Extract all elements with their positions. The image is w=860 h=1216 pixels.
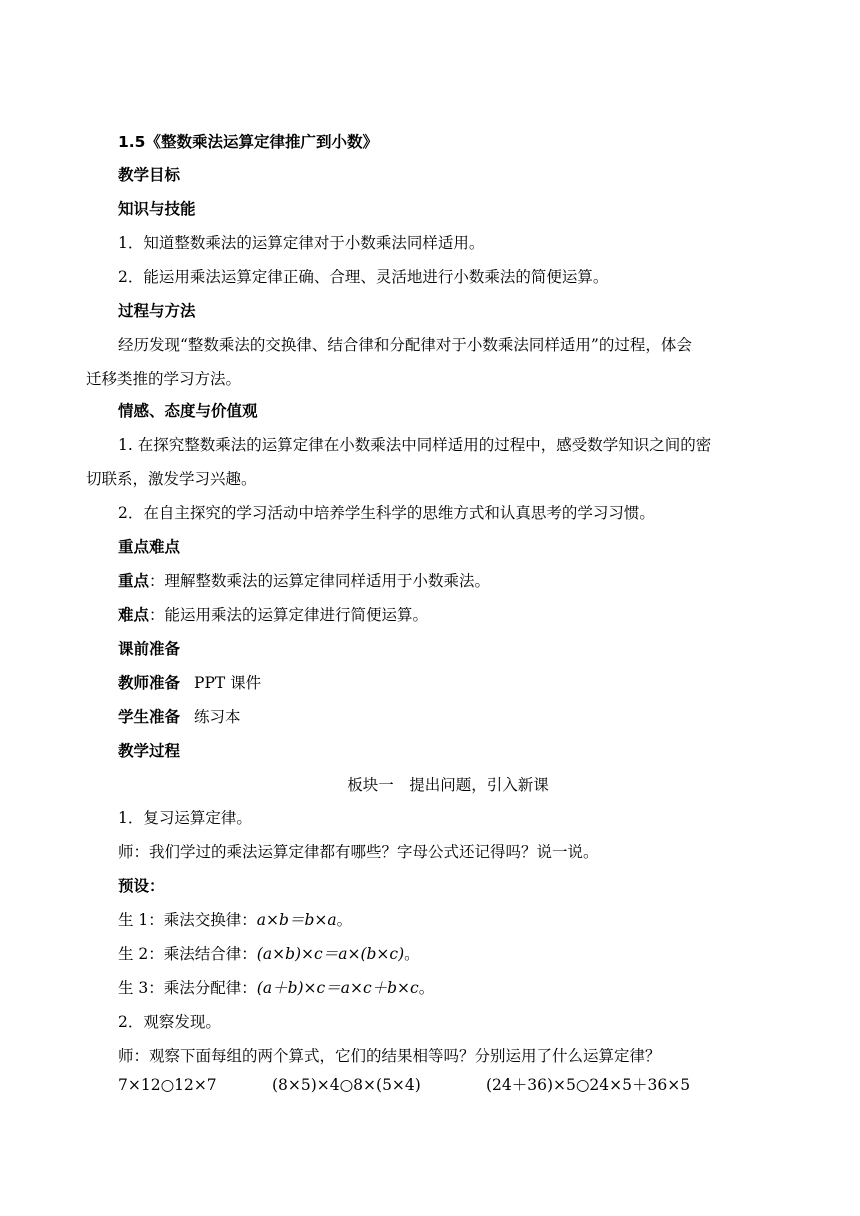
step-2: 2．观察发现。 bbox=[118, 1013, 221, 1031]
teacher-question-1: 师：我们学过的乘法运算定律都有哪些？字母公式还记得吗？说一说。 bbox=[118, 843, 599, 861]
student-2-suffix: 。 bbox=[404, 945, 420, 963]
emotion-item-1-line-1: 1. 在探究整数乘法的运算定律在小数乘法中同样适用的过程中，感受数学知识之间的密 bbox=[118, 436, 712, 454]
student-2-prefix: 生 2：乘法结合律： bbox=[118, 945, 257, 963]
knowledge-item-2: 2．能运用乘法运算定律正确、合理、灵活地进行小数乘法的简便运算。 bbox=[118, 268, 609, 286]
teacher-question-2: 师：观察下面每组的两个算式，它们的结果相等吗？分别运用了什么运算定律？ bbox=[118, 1047, 661, 1065]
student-3-suffix: 。 bbox=[418, 979, 435, 997]
difficulty-label: 难点 bbox=[118, 606, 150, 624]
expression-2: (8×5)×4○8×(5×4) bbox=[272, 1076, 421, 1094]
title-text: 1.5《整数乘法运算定律推广到小数》 bbox=[118, 133, 378, 151]
knowledge-item-1: 1．知道整数乘法的运算定律对于小数乘法同样适用。 bbox=[118, 234, 485, 252]
student-1-prefix: 生 1：乘法交换律： bbox=[118, 911, 257, 929]
heading-goals: 教学目标 bbox=[118, 166, 181, 184]
teacher-preparation bbox=[118, 668, 778, 698]
heading-process: 过程与方法 bbox=[118, 302, 196, 320]
distributive-formula: (a＋b)×c＝a×c＋b×c bbox=[256, 979, 419, 997]
teacher-prep-text: PPT 课件 bbox=[194, 674, 262, 692]
emotion-item-2: 2．在自主探究的学习活动中培养学生科学的思维方式和认真思考的学习习惯。 bbox=[118, 504, 655, 522]
process-text-line-1: 经历发现“整数乘法的交换律、结合律和分配律对于小数乘法同样适用”的过程，体会 bbox=[118, 336, 692, 354]
student-1-suffix: 。 bbox=[336, 911, 353, 929]
preset-label: 预设： bbox=[118, 877, 165, 895]
student-answer-1 bbox=[118, 905, 778, 935]
associative-formula: (a×b)×c＝a×(b×c) bbox=[256, 945, 405, 963]
commutative-formula: a×b＝b×a bbox=[256, 911, 337, 929]
heading-procedure: 教学过程 bbox=[118, 742, 181, 760]
student-prep-label: 学生准备 bbox=[118, 708, 181, 726]
key-text: ：理解整数乘法的运算定律同样适用于小数乘法。 bbox=[149, 572, 491, 590]
document-title bbox=[118, 127, 778, 157]
student-prep-text: 练习本 bbox=[194, 708, 241, 726]
heading-key-difficulty: 重点难点 bbox=[118, 538, 181, 556]
difficulty-text: ：能运用乘法的运算定律进行简便运算。 bbox=[149, 606, 429, 624]
student-answer-3 bbox=[118, 973, 778, 1003]
step-1: 1．复习运算定律。 bbox=[118, 809, 252, 827]
heading-emotion: 情感、态度与价值观 bbox=[118, 402, 258, 420]
student-answer-2 bbox=[118, 939, 778, 969]
student-3-prefix: 生 3：乘法分配律： bbox=[118, 979, 257, 997]
key-point bbox=[118, 566, 778, 596]
teacher-prep-label: 教师准备 bbox=[118, 674, 181, 692]
key-label: 重点 bbox=[118, 572, 150, 590]
student-preparation bbox=[118, 702, 778, 732]
expression-3: (24＋36)×5○24×5＋36×5 bbox=[486, 1076, 691, 1094]
expression-1: 7×12○12×7 bbox=[118, 1076, 217, 1094]
emotion-item-1-line-2: 切联系，激发学习兴趣。 bbox=[86, 470, 257, 488]
section-heading-1: 板块一 提出问题，引入新课 bbox=[347, 776, 549, 794]
difficulty-point bbox=[118, 600, 778, 630]
process-text-line-2: 迁移类推的学习方法。 bbox=[86, 370, 242, 388]
comparison-expressions bbox=[118, 1070, 778, 1100]
heading-preparation: 课前准备 bbox=[118, 640, 181, 658]
heading-knowledge: 知识与技能 bbox=[118, 200, 196, 218]
